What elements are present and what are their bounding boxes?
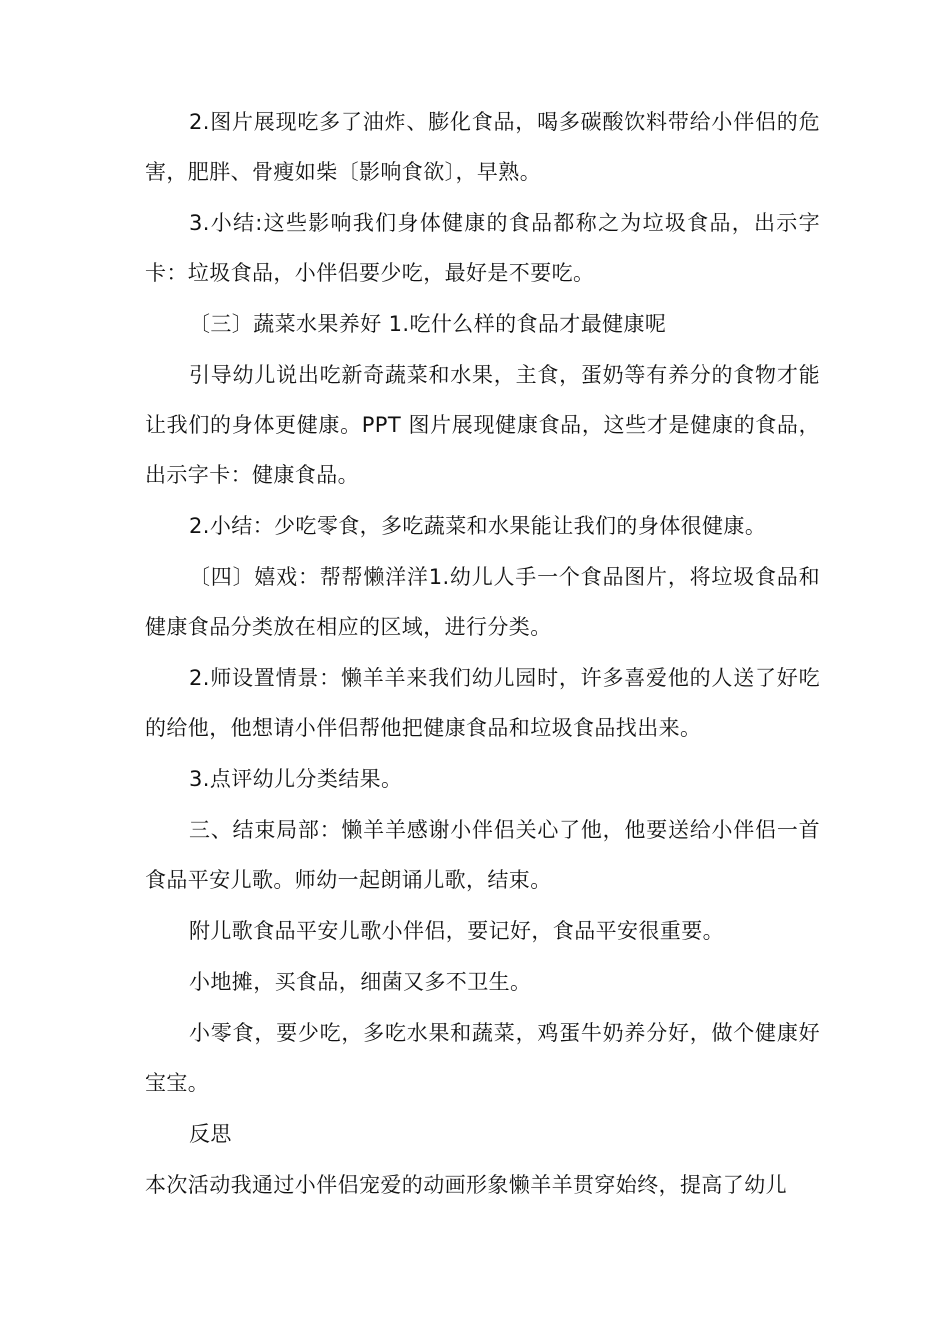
paragraph-evaluate-results: 3.点评幼儿分类结果。 bbox=[189, 767, 403, 791]
paragraph-section-three-heading: 〔三〕蔬菜水果养好 1.吃什么样的食品才最健康呢 bbox=[189, 312, 667, 336]
paragraph-summary-healthy: 2.小结：少吃零食，多吃蔬菜和水果能让我们的身体很健康。 bbox=[189, 514, 767, 538]
paragraph-reflection-body: 本次活动我通过小伴侣宠爱的动画形象懒羊羊贯穿始终，提高了幼儿 bbox=[145, 1173, 787, 1197]
paragraph-summary-junk-food: 3.小结:这些影响我们身体健康的食品都称之为垃圾食品，出示字卡：垃圾食品，小伴侣要少吃，最好是不要吃。 bbox=[145, 211, 820, 285]
paragraph-nursery-rhyme-2: 小地摊，买食品，细菌又多不卫生。 bbox=[189, 970, 532, 994]
paragraph-section-four-game: 〔四〕嬉戏：帮帮懒洋洋1.幼儿人手一个食品图片，将垃圾食品和健康食品分类放在相应的区域，进行分类。 bbox=[145, 565, 820, 639]
document-body bbox=[145, 97, 820, 1211]
paragraph-teacher-scenario: 2.师设置情景：懒羊羊来我们幼儿园时，许多喜爱他的人送了好吃的给他，他想请小伴侣帮他把健康食品和垃圾食品找出来。 bbox=[145, 666, 820, 740]
paragraph-nursery-rhyme-3: 小零食，要少吃，多吃水果和蔬菜，鸡蛋牛奶养分好，做个健康好宝宝。 bbox=[145, 1021, 820, 1095]
paragraph-reflection-heading: 反思 bbox=[189, 1122, 232, 1146]
paragraph-harm-of-junk-food: 2.图片展现吃多了油炸、膨化食品，喝多碳酸饮料带给小伴侣的危害，肥胖、骨瘦如柴〔影响食欲〕，早熟。 bbox=[145, 110, 820, 184]
paragraph-nursery-rhyme-1: 附儿歌食品平安儿歌小伴侣，要记好，食品平安很重要。 bbox=[189, 919, 724, 943]
paragraph-healthy-food-guide: 引导幼儿说出吃新奇蔬菜和水果，主食，蛋奶等有养分的食物才能让我们的身体更健康。PPT 图片展现健康食品，这些才是健康的食品，出示字卡：健康食品。 bbox=[145, 363, 820, 487]
paragraph-ending-part: 三、结束局部：懒羊羊感谢小伴侣关心了他，他要送给小伴侣一首食品平安儿歌。师幼一起朗诵儿歌，结束。 bbox=[145, 818, 820, 892]
